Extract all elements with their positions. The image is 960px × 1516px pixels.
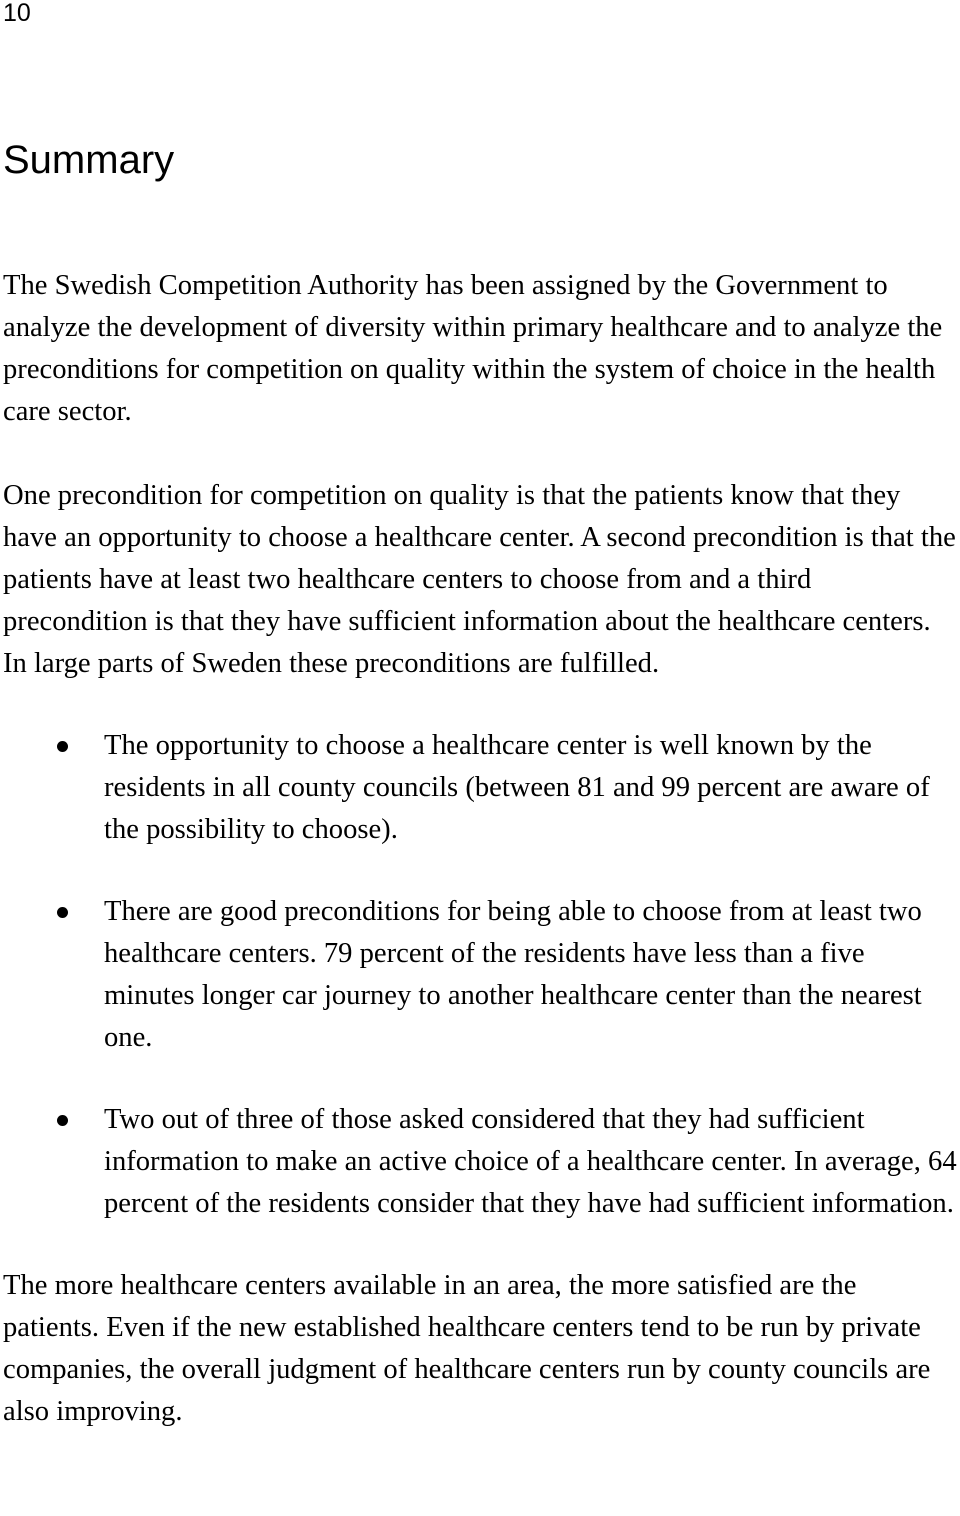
paragraph-intro: The Swedish Competition Authority has been assigned by the Government to analyze the development of diversity within primary healthcare and to analyze the preconditions for competition on quality within the system of choice in the health care sector. [3,270,943,427]
list-item [3,891,958,1059]
list-item-text: Two out of three of those asked considered that they had sufficient information to make an active choice of a healthcare center. In average, 64 percent of the residents consider that they have had sufficient information. [104,1104,957,1219]
list-item-text: The opportunity to choose a healthcare center is well known by the residents in all county councils (between 81 and 99 percent are aware of the possibility to choose). [104,730,930,845]
bullet-icon [57,907,68,918]
paragraph-closing: The more healthcare centers available in an area, the more satisfied are the patients. Even if the new established healthcare centers tend to be run by private companies, the overall judgment of healthcare centers run by county councils are also improving. [3,1270,931,1427]
list-item [3,1099,958,1225]
list-item [3,725,958,851]
page-number: 10 [3,0,31,27]
list-item-text: There are good preconditions for being able to choose from at least two healthcare centers. 79 percent of the residents have less than a five minutes longer car journey to another healthcare center than the nearest one. [104,896,922,1053]
bullet-icon [57,1115,68,1126]
paragraph-preconditions: One precondition for competition on quality is that the patients know that they have an opportunity to choose a healthcare center. A second precondition is that the patients have at least two healthcare centers to choose from and a third precondition is that they have sufficient information about the healthcare centers. In large parts of Sweden these preconditions are fulfilled. [3,480,956,679]
bullet-icon [57,741,68,752]
document-body [3,265,958,1433]
bullet-list [3,725,958,1225]
page-title: Summary [3,138,175,182]
